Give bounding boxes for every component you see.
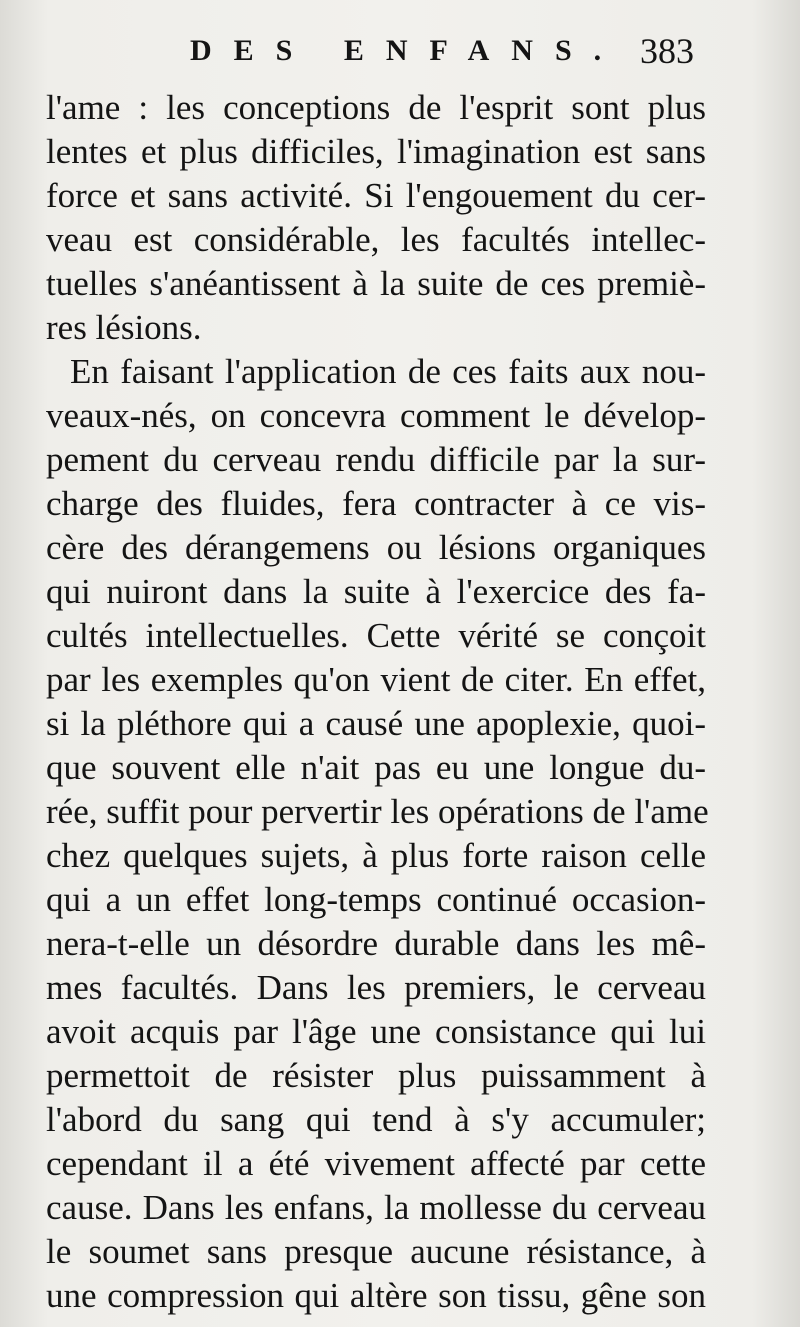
text-line: veaux-nés, on concevra comment le dévelop- xyxy=(46,396,706,435)
text-line: chez quelques sujets, à plus forte raison celle xyxy=(46,836,706,875)
page-number: 383 xyxy=(640,31,694,71)
running-title: DES ENFANS. xyxy=(190,34,624,67)
text-line: que souvent elle n'ait pas eu une longue du- xyxy=(46,748,706,787)
text-line: rée, suffit pour pervertir les opérations de l'ame xyxy=(46,792,709,831)
page-header xyxy=(0,30,800,80)
text-line: res lésions. xyxy=(46,308,202,347)
text-line: veau est considérable, les facultés intellec- xyxy=(46,220,706,259)
text-line: cause. Dans les enfans, la mollesse du cerveau xyxy=(46,1188,706,1227)
text-line: cère des dérangemens ou lésions organiques xyxy=(46,528,706,567)
text-line: qui nuiront dans la suite à l'exercice des fa- xyxy=(46,572,706,611)
text-line: l'abord du sang qui tend à s'y accumuler; xyxy=(46,1100,706,1139)
text-line: mes facultés. Dans les premiers, le cerveau xyxy=(46,968,706,1007)
text-line: une compression qui altère son tissu, gêne son xyxy=(46,1276,706,1315)
text-line: qui a un effet long-temps continué occasion- xyxy=(46,880,706,919)
text-line: tuelles s'anéantissent à la suite de ces premiè- xyxy=(46,264,706,303)
text-line: lentes et plus difficiles, l'imagination est sans xyxy=(46,132,706,171)
text-line: cultés intellectuelles. Cette vérité se conçoit xyxy=(46,616,706,655)
text-line: si la pléthore qui a causé une apoplexie, quoi- xyxy=(46,704,706,743)
text-line: force et sans activité. Si l'engouement du cer- xyxy=(46,176,706,215)
text-line: charge des fluides, fera contracter à ce vis- xyxy=(46,484,706,523)
text-line: En faisant l'application de ces faits aux nou- xyxy=(70,352,706,391)
text-line: avoit acquis par l'âge une consistance qui lui xyxy=(46,1012,706,1051)
text-line: pement du cerveau rendu difficile par la sur- xyxy=(46,440,706,479)
text-line: cependant il a été vivement affecté par cette xyxy=(46,1144,706,1183)
text-line: l'ame : les conceptions de l'esprit sont plus xyxy=(46,88,706,127)
text-line: nera-t-elle un désordre durable dans les mê- xyxy=(46,924,706,963)
text-line: le soumet sans presque aucune résistance, à xyxy=(46,1232,706,1271)
text-line: par les exemples qu'on vient de citer. En effet, xyxy=(46,660,706,699)
text-line: permettoit de résister plus puissamment à xyxy=(46,1056,706,1095)
